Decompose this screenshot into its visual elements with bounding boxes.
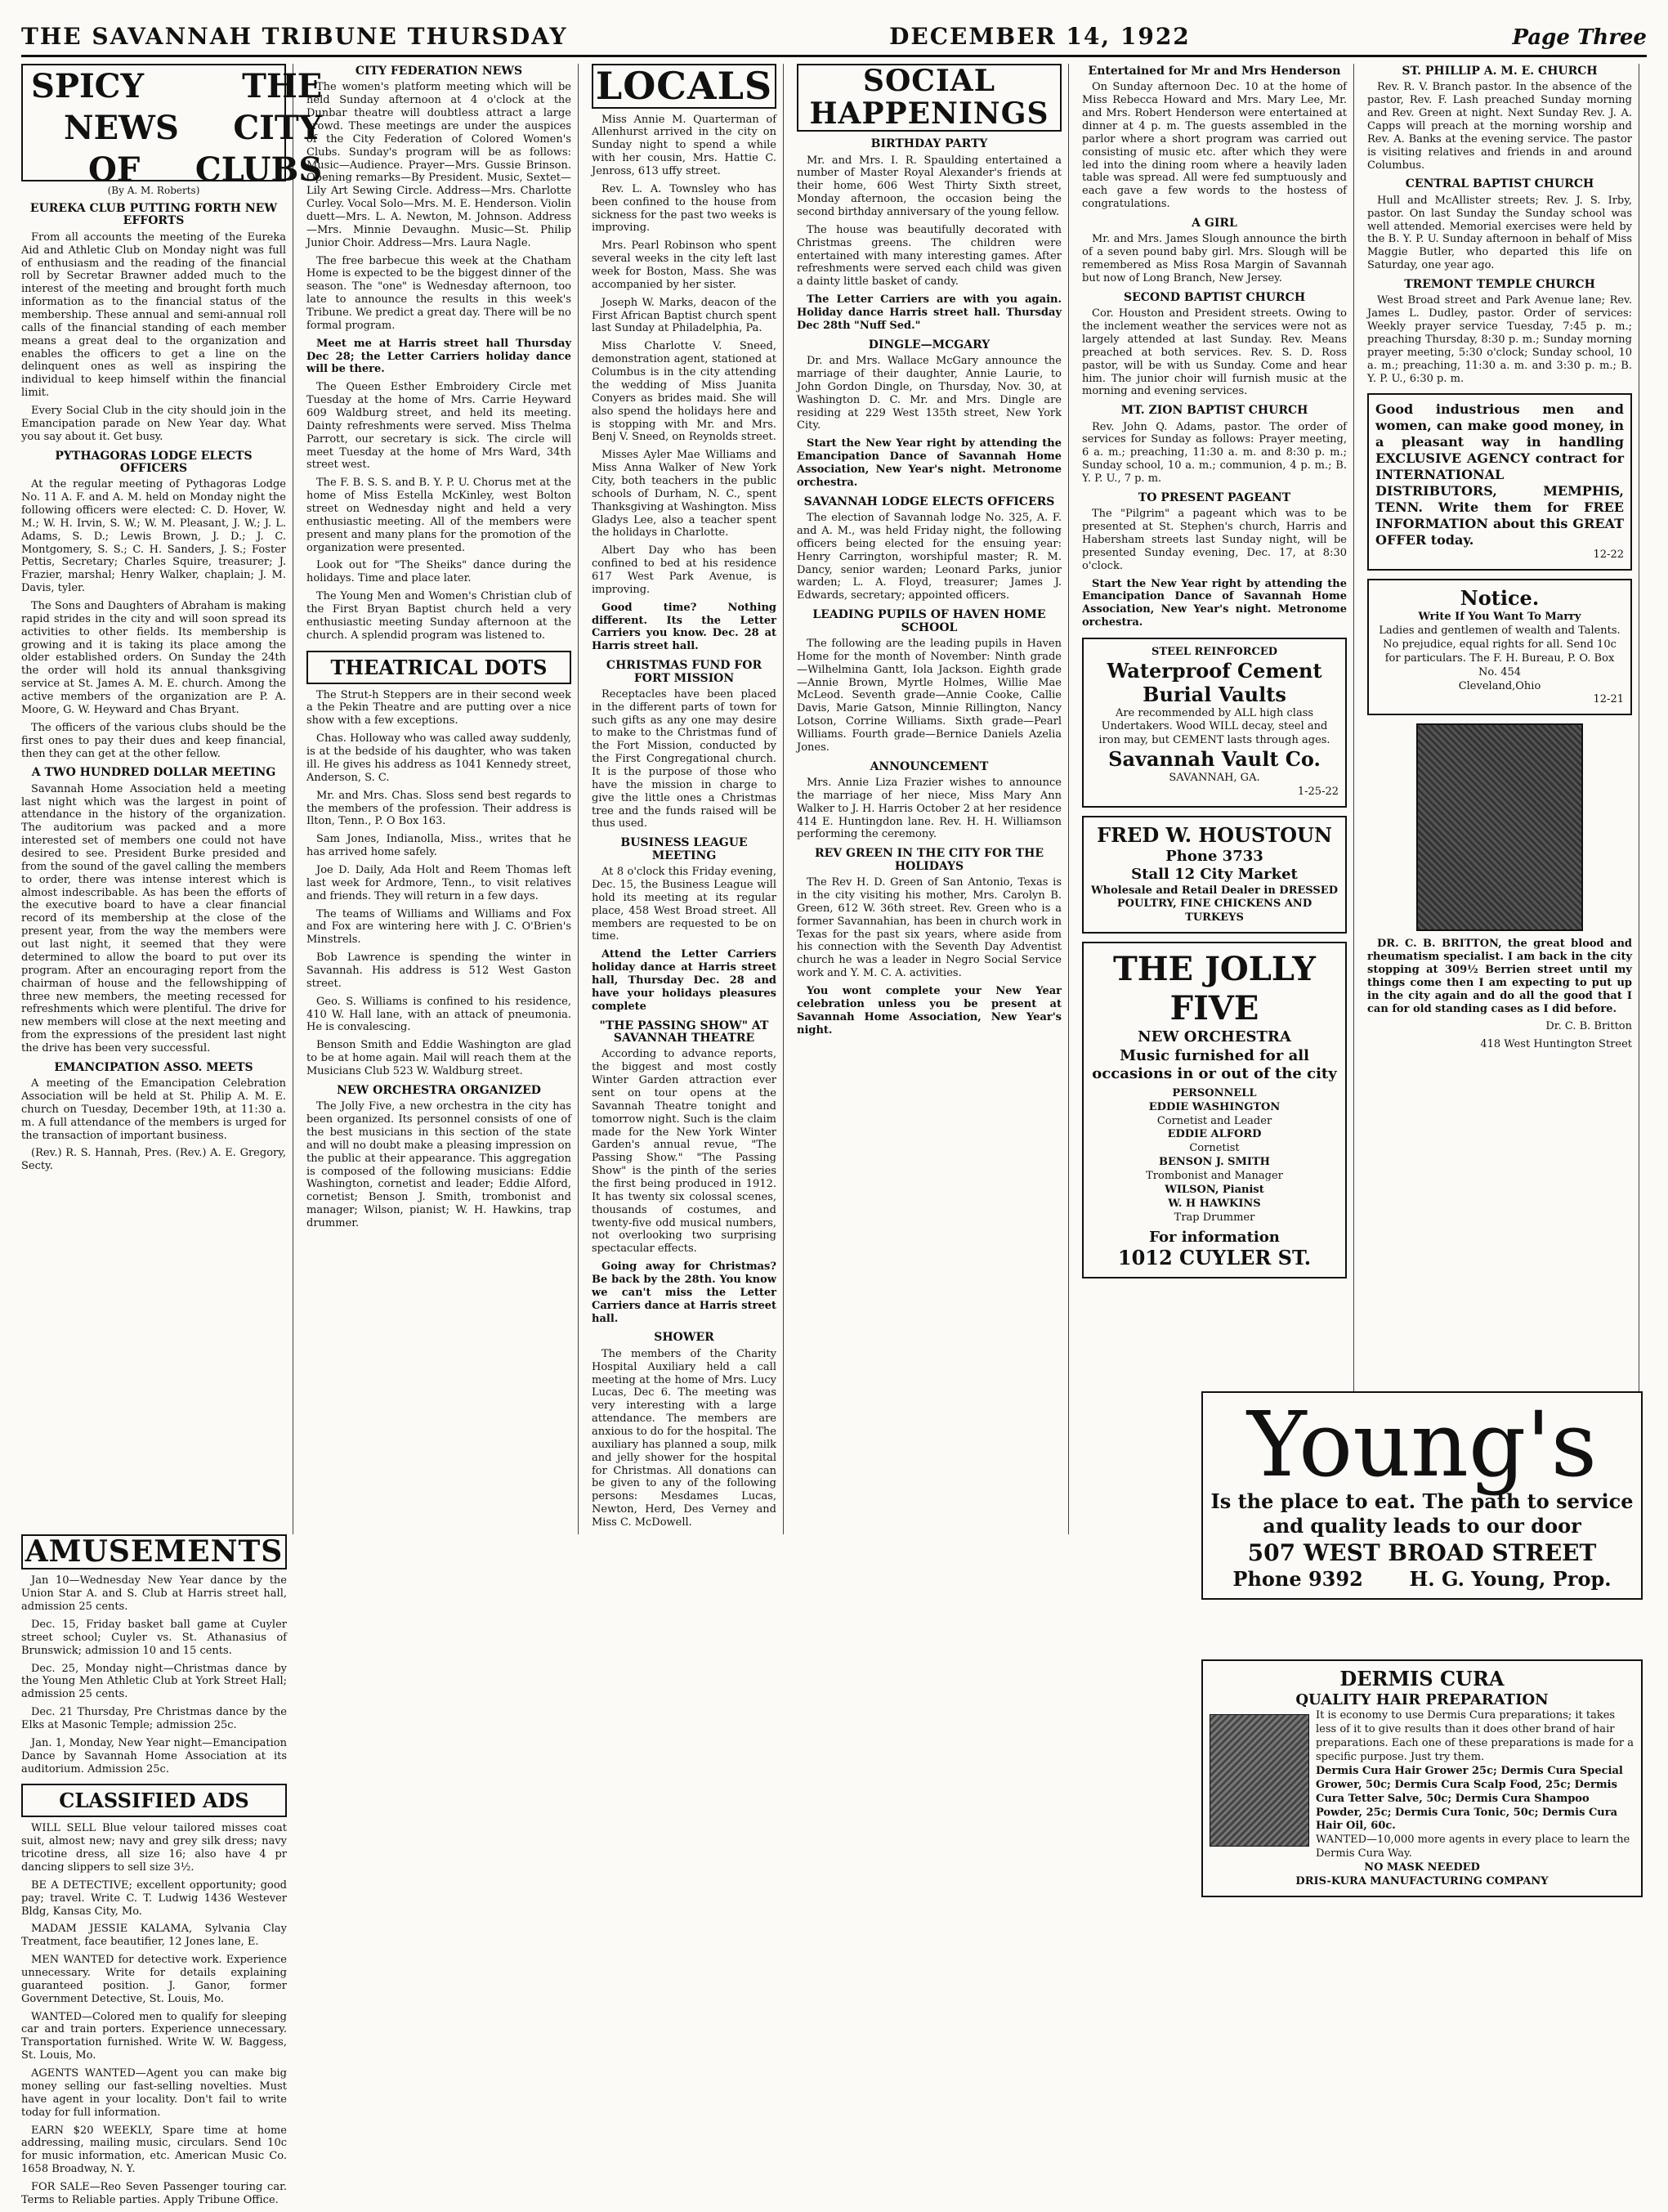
article-text: At the regular meeting of Pythagoras Lodge No. 11 A. F. and A. M. held on Monday night the following officers were elected: C. D. Hover, W. M.; W. H. Irvin, S. W.; W. M. Pleasant, J. W.; J. L. Adams, S. D.; Lewis Brown, J. D.; J. C. Montgomery, S. S.; C. H. Sanders, J. S.; Foster Pettis, Secretary; Charles Squire, treasurer; J. Frazier, marshal; Henry Walker, chaplain; J. M. Davis, tyler. bbox=[21, 478, 286, 595]
orchestra-ad bbox=[1082, 942, 1347, 1278]
woman-portrait bbox=[1210, 1714, 1309, 1847]
ad-text: Phone 3733 bbox=[1165, 847, 1263, 865]
column-2 bbox=[306, 64, 579, 1534]
doctor-portrait bbox=[1416, 723, 1583, 931]
spicy-news-banner bbox=[21, 64, 323, 189]
article-text: The women's platform meeting which will be held Sunday afternoon at 4 o'clock at the Dunbar theatre will doubtless attract a large crowd. These meetings are under the auspices of the City Federation of Colored Women's Clubs. Sunday's program will be as follows: Music—Audience. Prayer—Mrs. Gussie Brinson. Opening remarks—By President. Music, Sextet—Lily Art Sewing Circle. Address—Mrs. Charlotte Curley. Vocal Solo—Mrs. M. E. Henderson. Violin duett—Mrs. L. A. Newton, M. Johnson. Address—Mrs. Minnie Devaughn. Music—St. Philip Junior Choir. Address—Mrs. Laura Nagle. bbox=[306, 81, 571, 249]
ad-text: PERSONNELL bbox=[1172, 1086, 1257, 1099]
ad-text: 507 WEST BROAD STREET bbox=[1247, 1539, 1597, 1566]
listing: Dec. 25, Monday night—Christmas dance by the Young Men Athletic Club at York Street Hall; admission 25 cents. bbox=[21, 1662, 287, 1701]
ad-text: Cornetist and Leader bbox=[1156, 1114, 1272, 1127]
article-text: Sam Jones, Indianolla, Miss., writes that he has arrived home safely. bbox=[306, 833, 571, 859]
headline: ST. PHILLIP A. M. E. CHURCH bbox=[1402, 65, 1598, 78]
ad-text: EDDIE ALFORD bbox=[1167, 1128, 1262, 1141]
ad-text: Cornetist bbox=[1189, 1142, 1240, 1155]
article-text: Bob Lawrence is spending the winter in Savannah. His address is 512 West Gaston street. bbox=[306, 952, 571, 990]
article-text: On Sunday afternoon Dec. 10 at the home of Miss Rebecca Howard and Mrs. Mary Lee, Mr. and Mrs. Robert Henderson were entertained at dinner at 4 p. m. The guests assembled in the parlor where a short program was carried out consisting of music etc. after which they were led into the dining room where a heavily laden table was spread. All were fed sumptuously and each gave a few words to the hostess of congratulations. bbox=[1082, 81, 1347, 211]
doctor-signature: Dr. C. B. Britton bbox=[1545, 1020, 1632, 1033]
article-text: Albert Day who has been confined to bed at his residence 617 West Park Avenue, is improving. bbox=[592, 544, 776, 596]
ad-text: BENSON J. SMITH bbox=[1159, 1156, 1270, 1169]
ad-text: Phone 9392 bbox=[1232, 1567, 1363, 1591]
ad-text: Dermis Cura Hair Grower 25c; Dermis Cura Special Grower, 50c; Dermis Cura Scalp Food, 25c; Dermis Cura Tetter Salve, 50c; Dermis Cura Shampoo Powder, 25c; Dermis Cura Tonic, 50c; Dermis Cura Hair Oil, 60c. bbox=[1316, 1764, 1623, 1833]
article-text: West Broad street and Park Avenue lane; Rev. James L. Dudley, pastor. Order of services: Weekly prayer service Tuesday, 7:45 p. m.; preaching Thursday, 8:30 p. m.; Sunday morning prayer meeting, 5:30 o'clock; Sunday school, 10 a. m.; preaching, 11:30 a. m. and 3:30 p. m.; B. Y. P. U., 6:30 p. m. bbox=[1367, 294, 1632, 385]
ad-text: Cleveland,Ohio bbox=[1458, 679, 1541, 692]
headline: A TWO HUNDRED DOLLAR MEETING bbox=[31, 766, 276, 780]
ad-company: Savannah Vault Co. bbox=[1108, 747, 1321, 772]
ad-text: STEEL REINFORCED bbox=[1151, 646, 1278, 659]
section-heading: THEATRICAL DOTS bbox=[306, 651, 571, 684]
ad-text: Good industrious men and women, can make good money, in a pleasant way in handling EXCLUSIVE AGENCY contract for INTERNATIONAL DISTRIBUTORS, MEMPHIS, TENN. Write them for FREE INFORMATION about this GREAT OFFER today. bbox=[1375, 401, 1624, 549]
headline: DINGLE—MCGARY bbox=[868, 338, 991, 352]
ad-text: 1012 CUYLER ST. bbox=[1117, 1246, 1312, 1270]
article-text: The teams of Williams and Williams and Fox and Fox are wintering here with J. C. O'Brien's Minstrels. bbox=[306, 907, 571, 947]
article-text: Mrs. Pearl Robinson who spent several weeks in the city left last week for Boston, Mass. She was accompanied by her sister. bbox=[592, 240, 776, 291]
article-text: The house was beautifully decorated with Christmas greens. The children were entertained with many interesting games. After refreshments were served each child was given a dainty little basket of candy. bbox=[797, 223, 1062, 289]
classified-ad: MEN WANTED for detective work. Experience unnecessary. Write for details explaining guaranteed position. J. Ganor, former Government Detective, St. Louis, Mo. bbox=[21, 1954, 287, 2005]
headline: SHOWER bbox=[654, 1331, 714, 1345]
listing: Dec. 21 Thursday, Pre Christmas dance by the Elks at Masonic Temple; admission 25c. bbox=[21, 1706, 287, 1732]
headline: BIRTHDAY PARTY bbox=[870, 137, 988, 151]
headline: NEW ORCHESTRA ORGANIZED bbox=[337, 1083, 541, 1097]
ad-text: NO MASK NEEDED bbox=[1364, 1861, 1480, 1874]
banner-title: SOCIAL HAPPENINGS bbox=[809, 64, 1049, 131]
article-text: According to advance reports, the biggest and most costly Winter Garden attraction ever sent on tour opens at the Savannah Theatre tonight and tomorrow night. Such is the claim made for the New York Winter Garden's annual revue, "The Passing Show." "The Passing Show" is the pinth of the series the first being produced in 1912. It has twenty six colossal scenes, thousands of costumes, and twenty-five odd musical numbers, not overlooking two surprising spectacular effects. bbox=[592, 1048, 776, 1256]
headline: EMANCIPATION ASSO. MEETS bbox=[54, 1060, 253, 1074]
article-text: At 8 o'clock this Friday evening, Dec. 15, the Business League will hold its meeting at its regular place, 458 West Broad street. All members are requested to be on time. bbox=[592, 866, 776, 943]
article-text: The Strut-h Steppers are in their second week a the Pekin Theatre and are putting over a nice show with a few exceptions. bbox=[306, 688, 571, 728]
ad-text: Are recommended by ALL high class Undertakers. Wood WILL decay, steel and iron may, but CEMENT lasts through ages. bbox=[1098, 706, 1330, 747]
article-text: The Sons and Daughters of Abraham is making rapid strides in the city and will soon spread its activities to other fields. Its membership is growing and it is taking its place among the older established orders. On Sunday the 24th the order will hold its annual thanksgiving service at St. James A. M. E. church. Among the active members of the organization are P. A. Moore, G. W. Heyward and Chas Bryant. bbox=[21, 600, 286, 716]
ad-text: SAVANNAH, GA. bbox=[1169, 771, 1260, 784]
column-7 bbox=[21, 1534, 293, 2212]
article-text: Rev. John Q. Adams, pastor. The order of services for Sunday as follows: Prayer meeting, 6 a. m.; preaching, 11:30 a. m. and 8:30 p. m.; Sunday school, 10 a. m.; communion, 4 p. m.; B. Y. P. U., 7 p. m. bbox=[1082, 420, 1347, 486]
article-text: Start the New Year right by attending the Emancipation Dance of Savannah Home Association, New Year's night. Metronome orchestra. bbox=[797, 437, 1062, 489]
ad-title: THE JOLLY FIVE bbox=[1113, 950, 1316, 1028]
headline: TREMONT TEMPLE CHURCH bbox=[1404, 277, 1595, 291]
column-5 bbox=[1082, 64, 1354, 1534]
article-text: You wont complete your New Year celebration unless you be present at Savannah Home Association, New Year's night. bbox=[797, 985, 1062, 1037]
headline: BUSINESS LEAGUE MEETING bbox=[620, 836, 748, 862]
ad-text: Music furnished for all occasions in or out of the city bbox=[1092, 1046, 1337, 1083]
article-text: Receptacles have been placed in the different parts of town for such gifts as any one may desire to make to the Christmas fund of the Fort Mission, conducted by the First Congregational church. It is the purpose of those who have the mission in charge to give the little ones a Christmas tree and the funds raised will be thus used. bbox=[592, 687, 776, 831]
listing: Dec. 15, Friday basket ball game at Cuyler street school; Cuyler vs. St. Athanasius of Brunswick; admission 10 and 15 cents. bbox=[21, 1619, 287, 1657]
headline: Entertained for Mr and Mrs Henderson bbox=[1088, 65, 1341, 78]
classified-ad: FOR SALE—Reo Seven Passenger touring car. Terms to Reliable parties. Apply Tribune Office. bbox=[21, 2180, 287, 2206]
headline: "THE PASSING SHOW" AT SAVANNAH THEATRE bbox=[599, 1019, 769, 1045]
article-text: Miss Annie M. Quarterman of Allenhurst arrived in the city on Sunday night to spend a while with her cousin, Mrs. Hattie C. Jenross, 613 uffy street. bbox=[592, 113, 776, 178]
notice-ad bbox=[1367, 579, 1632, 715]
banner-word: CITY bbox=[233, 109, 323, 147]
banner-word: NEWS bbox=[64, 109, 179, 147]
article-text: Miss Charlotte V. Sneed, demonstration agent, stationed at Columbus is in the city attending the wedding of Miss Juanita Conyers as brides maid. She will also spend the holidays here and is stopping with Mr. and Mrs. Benj V. Sneed, on Reynolds street. bbox=[592, 340, 776, 444]
ad-title: DERMIS CURA bbox=[1339, 1667, 1505, 1690]
locals-banner bbox=[592, 64, 776, 109]
article-text: Going away for Christmas? Be back by the 28th. You know we can't miss the Letter Carriers dance at Harris street hall. bbox=[592, 1260, 776, 1325]
article-text: Mr. and Mrs. I. R. Spaulding entertained a number of Master Royal Alexander's friends at their home, 606 West Thirty Sixth street, Monday afternoon, the occasion being the second birthday anniversary of the young fellow. bbox=[797, 154, 1062, 219]
ad-text: NEW ORCHESTRA bbox=[1138, 1028, 1291, 1046]
signature: (Rev.) R. S. Hannah, Pres. (Rev.) A. E. Gregory, Secty. bbox=[21, 1147, 286, 1173]
headline: SECOND BAPTIST CHURCH bbox=[1123, 290, 1306, 304]
article-text: Every Social Club in the city should join in the Emancipation parade on New Year day. What you say about it. Get busy. bbox=[21, 404, 286, 443]
agency-ad bbox=[1367, 393, 1632, 571]
article-text: Look out for "The Sheiks" dance during the holidays. Time and place later. bbox=[306, 559, 571, 585]
article-text: Mrs. Annie Liza Frazier wishes to announce the marriage of her niece, Miss Mary Ann Walker to J. H. Harris October 2 at her residence 414 E. Huntingdon lane. Rev. H. H. Williamson performing the ceremony. bbox=[797, 777, 1062, 841]
article-text: Benson Smith and Eddie Washington are glad to be at home again. Mail will reach them at the Musicians Club 523 W. Waldburg street. bbox=[306, 1039, 571, 1077]
banner-word: THE bbox=[242, 67, 323, 105]
article-text: Chas. Holloway who was called away suddenly, is at the bedside of his daughter, who was taken ill. He gives his address as 1041 Kennedy street, Anderson, S. C. bbox=[306, 732, 571, 784]
ad-text: 1-25-22 bbox=[1297, 785, 1339, 798]
doctor-ad-text: DR. C. B. BRITTON, the great blood and rheumatism specialist. I am back in the city stopping at 309½ Berrien street until my things come then I am expecting to put up in the city again and do all the good that I can for old standing cases as I did before. bbox=[1367, 938, 1632, 1015]
ad-text: Trombonist and Manager bbox=[1146, 1170, 1283, 1183]
headline: ANNOUNCEMENT bbox=[870, 759, 989, 773]
youngs-ad bbox=[1201, 1391, 1643, 1600]
article-text: The Jolly Five, a new orchestra in the city has been organized. Its personnel consists of one of the best musicians in this section of the state and will no doubt make a pleasing impression on the public at their appearance. This aggregation is composed of the following musicians: Eddie Washington, cornetist and leader; Eddie Alford, cornetist; Benson J. Smith, trombonist and manager; Wilson, pianist; W. H. Hawkins, trap drummer. bbox=[306, 1100, 571, 1229]
article-text: The officers of the various clubs should be the first ones to pay their dues and keep financial, then they can get at the other fellow. bbox=[21, 721, 286, 760]
banner-title: LOCALS bbox=[595, 64, 773, 108]
ad-text: Is the place to eat. The path to service and quality leads to our door bbox=[1210, 1489, 1634, 1538]
ad-text: H. G. Young, Prop. bbox=[1409, 1567, 1612, 1591]
section-heading: CLASSIFIED ADS bbox=[21, 1784, 287, 1817]
article-text: Hull and McAllister streets; Rev. J. S. Irby, pastor. On last Sunday the Sunday school was well attended. Memorial exercises were held by the B. Y. P. U. Sunday afternoon in behalf of Miss Maggie Butler, who departed this life on Saturday, one year ago. bbox=[1367, 194, 1632, 272]
ad-text: Write If You Want To Marry bbox=[1418, 611, 1581, 624]
article-text: Cor. Houston and President streets. Owing to the inclement weather the services were not as largely attended at last Sunday. Rev. Means preached at both services. Rev. S. D. Ross pastor, will be with us Sunday. Come and hear him. The junior choir will furnish music at the morning and evening services. bbox=[1082, 307, 1347, 398]
page-number: Page Three bbox=[1512, 25, 1647, 50]
classified-ad: MADAM JESSIE KALAMA, Sylvania Clay Treatment, face beautifier, 12 Jones lane, E. bbox=[21, 1923, 287, 1949]
classified-ad: EARN $20 WEEKLY, Spare time at home addressing, mailing music, circulars. Send 10c for music information, etc. American Music Co. 1658 Broadway, N. Y. bbox=[21, 2124, 287, 2176]
column-4 bbox=[797, 64, 1069, 1534]
classified-ad: WANTED—Colored men to qualify for sleeping car and train porters. Experience unnecessary. Transportation furnished. Write W. W. Baggess, St. Louis, Mo. bbox=[21, 2010, 287, 2062]
article-text: Dr. and Mrs. Wallace McGary announce the marriage of their daughter, Annie Laurie, to John Gordon Dingle, on Thursday, Nov. 30, at Washington D. C. Mr. and Mrs. Dingle are residing at 229 West 135th street, New York City. bbox=[797, 355, 1062, 432]
article-text: The members of the Charity Hospital Auxiliary held a call meeting at the home of Mrs. Lucy Lucas, Dec 6. The meeting was very interesting with a large attendance. The members are anxious to do for the hospital. The auxiliary has planned a soup, milk and jelly shower for the hospital for Christmas. All donations can be given to any of the following persons: Mesdames Lucas, Newton, Herd, Des Verney and Miss C. McDowell. bbox=[592, 1347, 776, 1529]
column-1 bbox=[21, 64, 323, 1534]
article-text: A meeting of the Emancipation Celebration Association will be held at St. Philip A. M. E. church on Tuesday, December 19th, at 11:30 a. m. A full attendance of the members is urged for the transaction of important business. bbox=[21, 1077, 286, 1142]
article-text: Mr. and Mrs. James Slough announce the birth of a seven pound baby girl. Mrs. Slough will be remembered as Miss Rosa Margin of Savannah but now of Long Branch, New Jersey. bbox=[1082, 233, 1347, 284]
ad-text: Wholesale and Retail Dealer in DRESSED POULTRY, FINE CHICKENS AND TURKEYS bbox=[1091, 884, 1338, 925]
classified-ad: WILL SELL Blue velour tailored misses coat suit, almost new; navy and grey silk dress; navy tricotine dress, all size 16; also have 4 pr dancing slippers to sell size 3½. bbox=[21, 1822, 287, 1874]
article-text: Meet me at Harris street hall Thursday Dec 28; the Letter Carriers holiday dance will be there. bbox=[306, 337, 571, 376]
ad-text: WANTED—10,000 more agents in every place to learn the Dermis Cura Way. bbox=[1316, 1834, 1630, 1860]
ad-text: For information bbox=[1149, 1228, 1280, 1246]
listing: Jan. 1, Monday, New Year night—Emancipation Dance by Savannah Home Association at its auditorium. Admission 25c. bbox=[21, 1736, 287, 1775]
headline: PYTHAGORAS LODGE ELECTS OFFICERS bbox=[55, 449, 253, 475]
classified-ad: AGENTS WANTED—Agent you can make big money selling our fast-selling novelties. Must have agent in your locality. Don't fail to write today for full information. bbox=[21, 2067, 287, 2119]
headline: REV GREEN IN THE CITY FOR THE HOLIDAYS bbox=[815, 847, 1044, 873]
article-text: The Rev H. D. Green of San Antonio, Texas is in the city visiting his mother, Mrs. Carolyn B. Green, 612 W. 36th street. Rev. Green who is a former Savannahian, has been in church work in Texas for the past six years, where aside from his connection with the Seventh Day Adventist church he was a leader in Negro Social Service work and Y. M. C. A. activities. bbox=[797, 876, 1062, 980]
article-text: The free barbecue this week at the Chatham Home is expected to be the biggest dinner of the season. The "one" is Wednesday afternoon, too late to announce the results in this week's Tribune. We predict a great day. There will be no formal program. bbox=[306, 254, 571, 332]
headline: EUREKA CLUB PUTTING FORTH NEW EFFORTS bbox=[29, 202, 278, 228]
classified-ad: BE A DETECTIVE; excellent opportunity; good pay; travel. Write C. T. Ludwig 1436 Westever Bldg, Kansas City, Mo. bbox=[21, 1878, 287, 1918]
article-text: The "Pilgrim" a pageant which was to be presented at St. Stephen's church, Harris and Habersham streets last Sunday night, will be presented Sunday evening, Dec. 17, at 8:30 o'clock. bbox=[1082, 508, 1347, 572]
ad-text: Ladies and gentlemen of wealth and Talents. No prejudice, equal rights for all. Send 10c for particulars. The F. H. Bureau, P. O. Box No. 454 bbox=[1379, 624, 1621, 678]
listing: Jan 10—Wednesday New Year dance by the Union Star A. and S. Club at Harris street hall, admission 25 cents. bbox=[21, 1574, 287, 1614]
headline: CITY FEDERATION NEWS bbox=[355, 65, 523, 78]
headline: LEADING PUPILS OF HAVEN HOME SCHOOL bbox=[812, 608, 1046, 634]
article-text: Joseph W. Marks, deacon of the First African Baptist church spent last Sunday at Philadelphia, Pa. bbox=[592, 296, 776, 335]
ad-text: 12-21 bbox=[1593, 693, 1624, 706]
ad-text: W. H HAWKINS bbox=[1168, 1197, 1261, 1210]
ad-subtitle: QUALITY HAIR PREPARATION bbox=[1295, 1690, 1549, 1708]
article-text: The Young Men and Women's Christian club of the First Bryan Baptist church held a very enthusiastic meeting Sunday afternoon at the church. A splendid program was listened to. bbox=[306, 590, 571, 642]
issue-date: DECEMBER 14, 1922 bbox=[889, 23, 1191, 50]
masthead bbox=[21, 15, 1647, 57]
doctor-address: 418 West Huntington Street bbox=[1480, 1038, 1632, 1051]
social-happenings-banner bbox=[797, 64, 1062, 132]
ad-text: Stall 12 City Market bbox=[1131, 866, 1298, 884]
article-text: Mr. and Mrs. Chas. Sloss send best regards to the members of the profession. Their address is Ilton, Tenn., P. O Box 163. bbox=[306, 789, 571, 828]
ad-title: Notice. bbox=[1460, 586, 1540, 611]
column-6 bbox=[1367, 64, 1639, 1534]
byline: (By A. M. Roberts) bbox=[107, 185, 200, 196]
headline: CENTRAL BAPTIST CHURCH bbox=[1405, 177, 1594, 191]
article-text: Start the New Year right by attending the Emancipation Dance of Savannah Home Association, New Year's night. Metronome orchestra. bbox=[1082, 577, 1347, 629]
poultry-ad bbox=[1082, 816, 1347, 934]
headline: MT. ZION BAPTIST CHURCH bbox=[1120, 404, 1308, 418]
article-text: Geo. S. Williams is confined to his residence, 410 W. Hall lane, with an attack of pneumonia. He is convalescing. bbox=[306, 995, 571, 1034]
article-text: The F. B. S. S. and B. Y. P. U. Chorus met at the home of Miss Estella McKinley, west Bolton street on Wednesday night and held a very enthusiastic meeting. All of the members were present and many plans for the promotion of the organization were presented. bbox=[306, 477, 571, 554]
ad-title: Young's bbox=[1246, 1392, 1598, 1497]
article-text: Joe D. Daily, Ada Holt and Reem Thomas left last week for Ardmore, Tenn., to visit relatives and friends. They will return in a few days. bbox=[306, 863, 571, 902]
headline: SAVANNAH LODGE ELECTS OFFICERS bbox=[803, 495, 1055, 508]
article-text: The Letter Carriers are with you again. Holiday dance Harris street hall. Thursday Dec 28th "Nuff Sed." bbox=[797, 293, 1062, 332]
ad-text: Trap Drummer bbox=[1174, 1211, 1255, 1224]
article-text: The election of Savannah lodge No. 325, A. F. and A. M., was held Friday night, the following officers being elected for the ensuing year: Henry Carrington, worshipful master; R. M. Dancy, senior warden; Leonard Parks, junior warden; L. A. Floyd, treasurer; James J. Edwards, secretary; appointed officers. bbox=[797, 512, 1062, 602]
ad-text: DRIS-KURA MANUFACTURING COMPANY bbox=[1295, 1874, 1549, 1887]
article-text: Rev. L. A. Townsley who has been confined to the house from sickness for the past two weeks is improving. bbox=[592, 182, 776, 235]
amusements-banner bbox=[21, 1534, 287, 1570]
article-text: Rev. R. V. Branch pastor. In the absence of the pastor, Rev. F. Lash preached Sunday morning and Rev. Green at night. Next Sunday Rev. J. A. Capps will preach at the morning worship and Rev. A. Banks at the evening service. The pastor is visiting relatives and friends in and around Columbus. bbox=[1367, 81, 1632, 172]
article-text: Attend the Letter Carriers holiday dance at Harris street hall, Thursday Dec. 28 and have your holidays pleasures complete bbox=[592, 948, 776, 1013]
article-text: From all accounts the meeting of the Eureka Aid and Athletic Club on Monday night was full of enthusiasm and the reading of the financial roll by Secretar Brawner added much to the interest of the meeting and brought forth much information as to the financial status of the membership. These annual and semi-annual roll calls of the financial standing of each member means a great deal to the organization and enables the officers to get a line on the delinquent ones as well as inspiring the individual to keep himself within the financial limit. bbox=[21, 231, 286, 400]
banner-word: SPICY bbox=[31, 67, 145, 105]
banner-word: OF bbox=[88, 150, 141, 189]
dermis-cura-ad bbox=[1201, 1659, 1643, 1897]
ad-text: It is economy to use Dermis Cura preparations; it takes less of it to give results than it does other brand of hair preparations. Each one of these preparations is made for a specific purpose. Just try them. bbox=[1316, 1709, 1634, 1763]
article-text: Savannah Home Association held a meeting last night which was the largest in point of attendance in the history of the organization. The auditorium was packed and a more interested set of members one could not have desired to see. President Burke presided and from the sound of the gavel calling the members to order, there was intense interest which is almost indescribable. As has been the efforts of the executive board to have a clear financial record of its membership at the close of the present year, from the way the members were out last night, it seemed that they were determined to allow the board to put over its program. After an encouraging report from the chairman of house and the fellowshipping of three new members, the meeting recessed for refreshments which were plentiful. The drive for new members will close at the next meeting and from the expressions of the president last night the drive has been very successful. bbox=[21, 782, 286, 1055]
vault-ad bbox=[1082, 638, 1347, 808]
article-text: Good time? Nothing different. Its the Letter Carriers you know. Dec. 28 at Harris street hall. bbox=[592, 601, 776, 653]
article-text: The Queen Esther Embroidery Circle met Tuesday at the home of Mrs. Carrie Heyward 609 Waldburg street, and held its meeting. Dainty refreshments were served. Miss Thelma Parrott, our secretary is sick. The circle will meet Tuesday at the home of Mrs Ward, 34th street west. bbox=[306, 381, 571, 472]
banner-title: AMUSEMENTS bbox=[25, 1534, 284, 1569]
ad-text: EDDIE WASHINGTON bbox=[1148, 1100, 1281, 1113]
headline: TO PRESENT PAGEANT bbox=[1138, 490, 1291, 504]
paper-name: THE SAVANNAH TRIBUNE THURSDAY bbox=[21, 23, 568, 50]
ad-title: FRED W. HOUSTOUN bbox=[1097, 822, 1332, 847]
ad-text: WILSON, Pianist bbox=[1165, 1183, 1264, 1196]
column-3 bbox=[592, 64, 784, 1534]
headline: CHRISTMAS FUND FOR FORT MISSION bbox=[606, 659, 762, 685]
ad-text: 12-22 bbox=[1593, 549, 1624, 562]
ad-title: Waterproof Cement Burial Vaults bbox=[1107, 658, 1322, 706]
article-text: The following are the leading pupils in Haven Home for the month of November: Ninth grade—Wilhelmina Gantt, Iola Jackson. Eighth grade—Annie Brown, Myrtle Holmes, Willie Mae McLeod. Seventh grade—Annie Cooke, Callie Davis, Marie Gatson, Minnie Rillington, Nancy Lotson, Corrine Williams. Sixth grade—Pearl Williams. Fourth grade—Bernice Daniels Azelia Jones. bbox=[797, 637, 1062, 754]
headline: A GIRL bbox=[1192, 216, 1237, 230]
article-text: Misses Ayler Mae Williams and Miss Anna Walker of New York City, both teachers in the public schools of Durham, N. C., spent Thanksgiving at Washington. Miss Gladys Lee, also a teacher spent the holidays in Charlotte. bbox=[592, 449, 777, 540]
banner-word: CLUBS bbox=[195, 150, 323, 189]
